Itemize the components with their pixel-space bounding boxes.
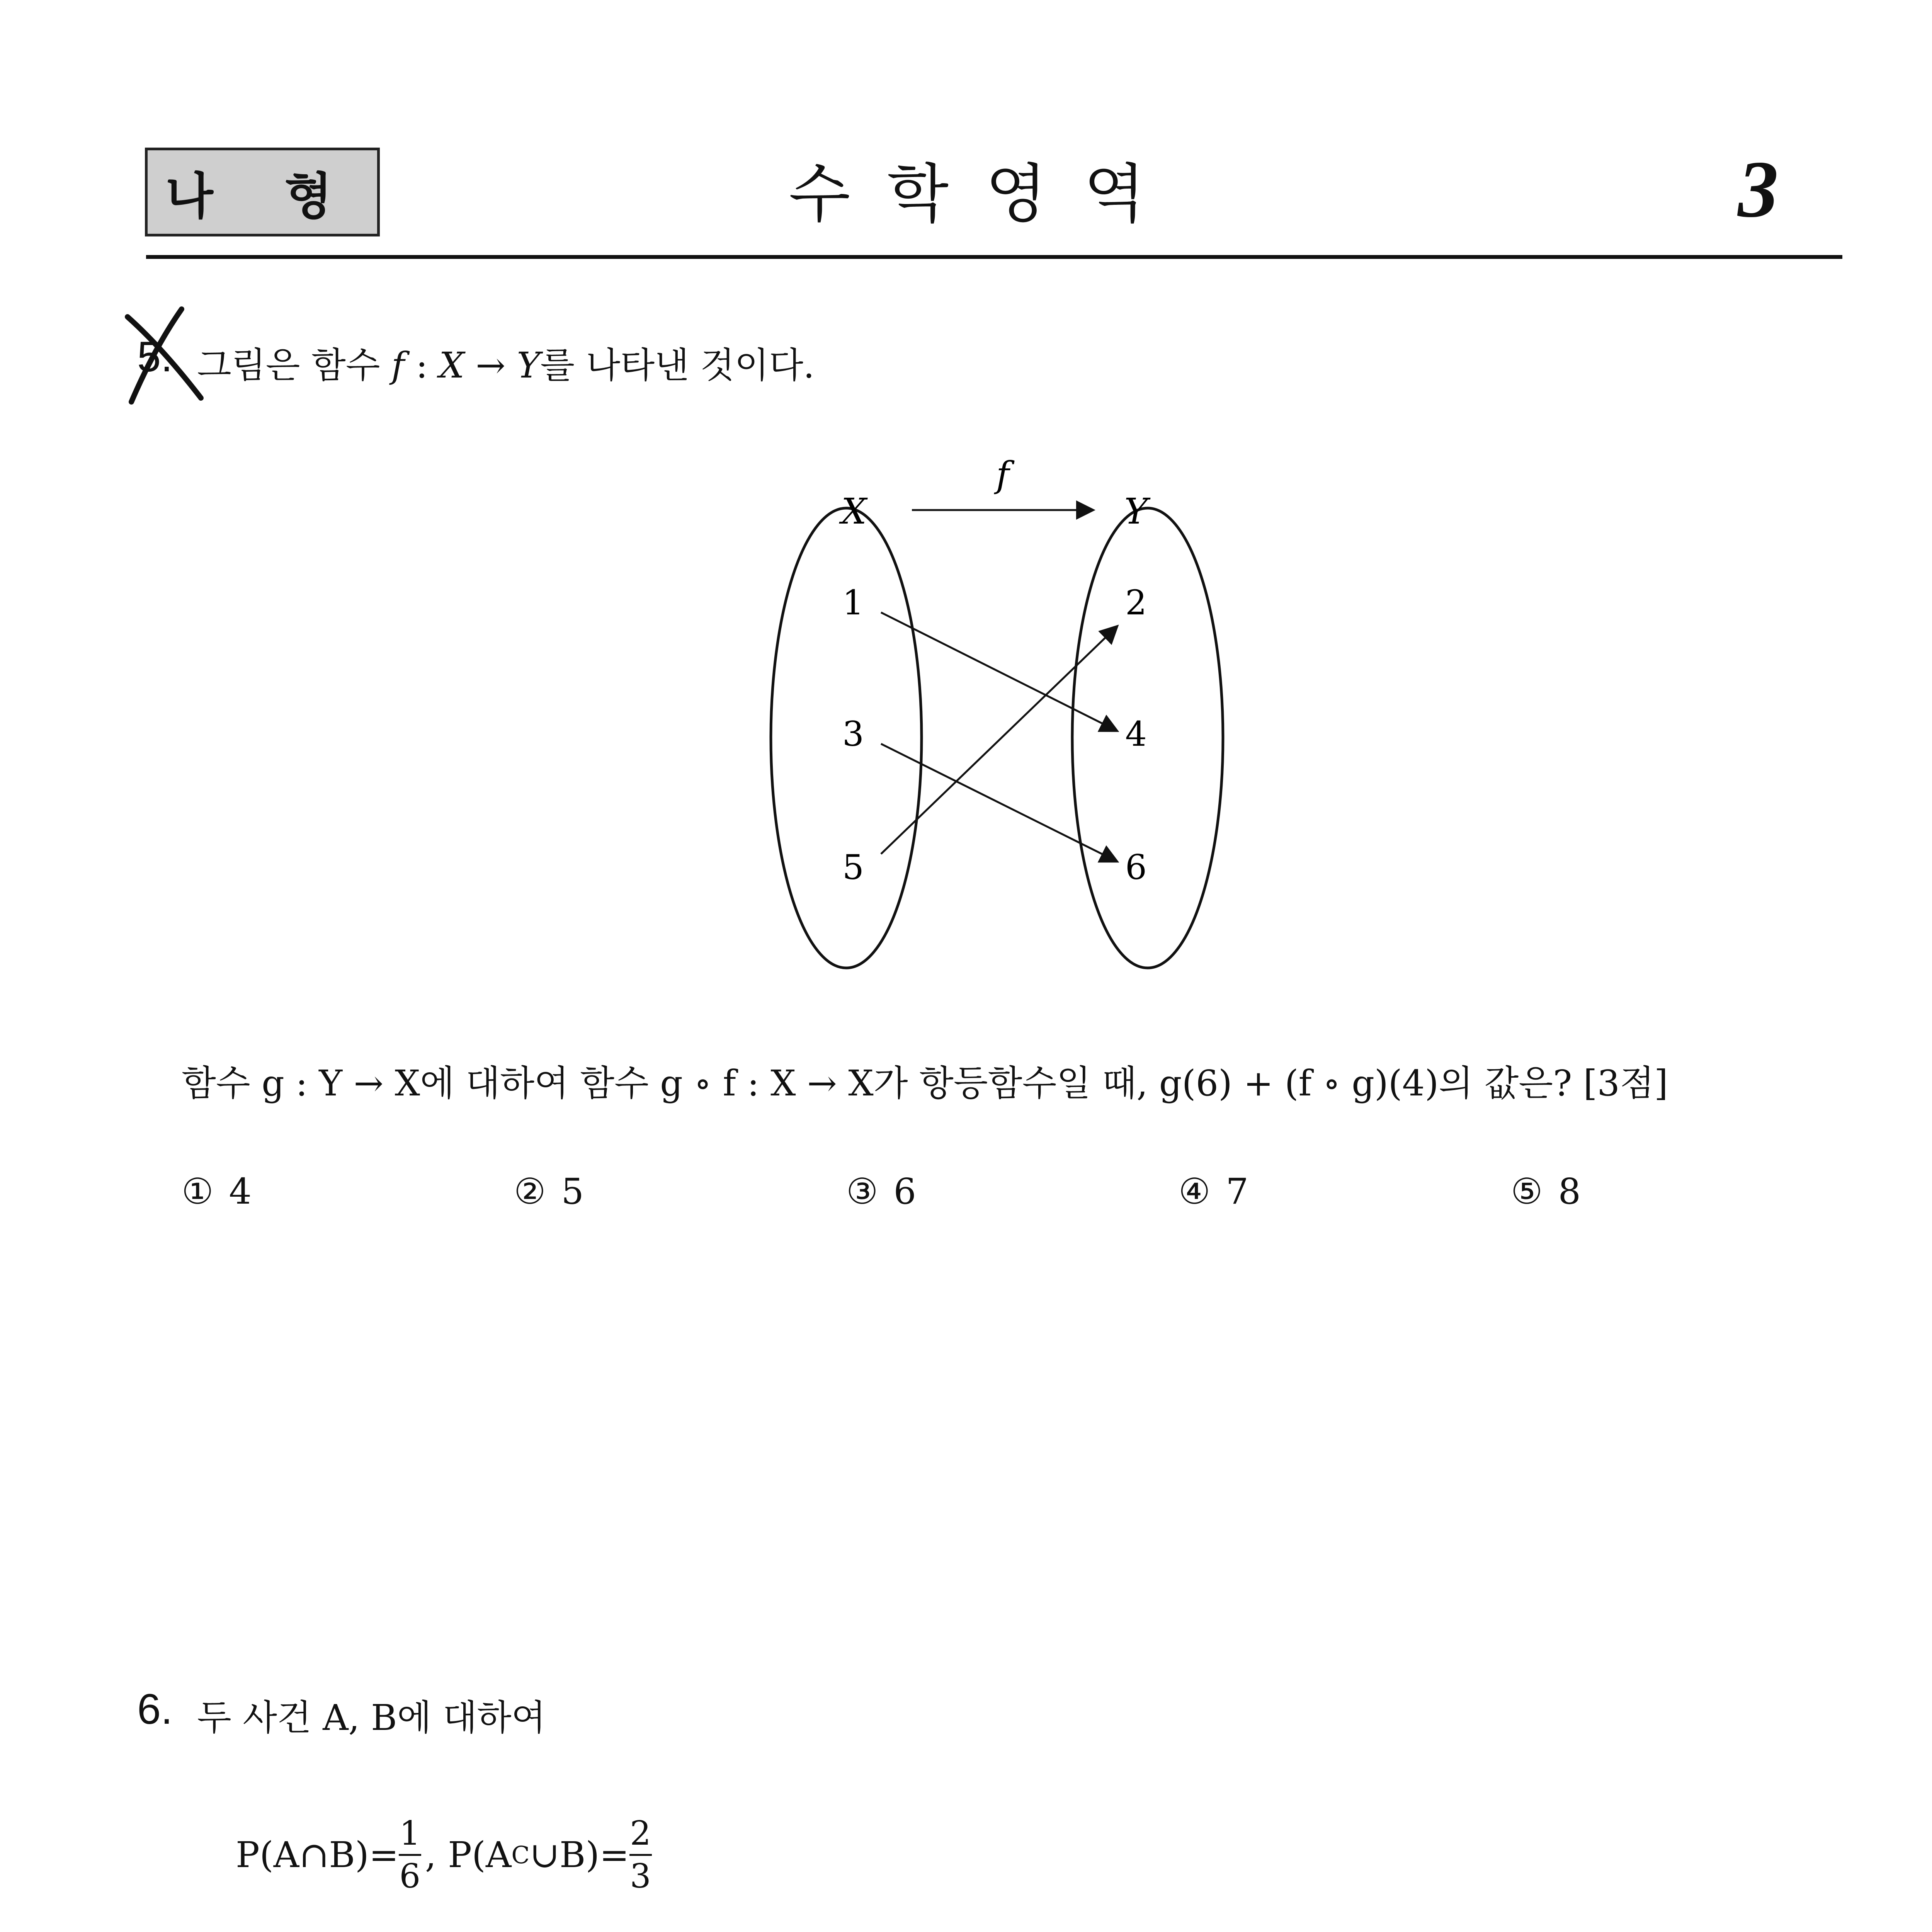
q5-statement-part: Y (517, 345, 541, 386)
fraction-numerator: 2 (630, 1814, 651, 1853)
question-6-intro: 두 사건 A, B에 대하여 (197, 1697, 546, 1738)
codomain-element: 4 (1125, 714, 1147, 754)
answer-choice[interactable] (846, 1171, 1179, 1212)
choice-value: 6 (893, 1171, 917, 1212)
domain-element: 3 (842, 714, 864, 754)
question-6-number: 6. (137, 1685, 173, 1733)
q5-statement-part: 를 나타낸 것이다. (540, 345, 815, 386)
fraction-numerator: 1 (399, 1814, 421, 1853)
domain-element: 5 (842, 847, 864, 887)
answer-choice[interactable] (514, 1171, 846, 1212)
answer-choice[interactable] (1511, 1171, 1843, 1212)
q5-statement-part: f (391, 345, 405, 386)
choice-mark: ⑤ (1511, 1171, 1543, 1212)
answer-choice[interactable] (182, 1171, 514, 1212)
codomain-element: 6 (1125, 847, 1147, 887)
given-prob-2-suffix: ∪B)= (529, 1834, 629, 1876)
choice-mark: ④ (1179, 1171, 1211, 1212)
fraction-bar (399, 1854, 421, 1856)
choice-value: 5 (561, 1171, 584, 1212)
header-divider (146, 255, 1842, 259)
q5-statement-part: : (404, 345, 439, 386)
given-prob-1-prefix: P(A∩B)= (236, 1834, 399, 1876)
fraction-bar (629, 1854, 652, 1856)
choice-mark: ① (182, 1171, 214, 1212)
answer-choice[interactable] (1179, 1171, 1511, 1212)
question-5-statement (197, 337, 815, 388)
given-separator: , (425, 1834, 437, 1876)
choice-mark: ② (514, 1171, 546, 1212)
fraction (629, 1816, 652, 1894)
q5-statement-part: 그림은 함수 (197, 345, 391, 386)
choice-value: 8 (1558, 1171, 1581, 1212)
q5-statement-part: X (439, 345, 464, 386)
exam-type-label: 나 형 (165, 168, 359, 225)
codomain-element: 2 (1125, 583, 1147, 622)
question-5-choices (182, 1171, 1843, 1212)
question-5-number: 5. (137, 333, 173, 381)
choice-value: 4 (229, 1171, 252, 1212)
page-title: 수학영역 (789, 157, 1182, 231)
page-number: 3 (1738, 145, 1779, 234)
domain-element: 1 (842, 583, 864, 622)
given-prob-2-prefix: P(A (448, 1834, 512, 1876)
choice-value: 7 (1226, 1171, 1249, 1212)
domain-label: X (841, 491, 867, 532)
codomain-set-ellipse (1072, 508, 1223, 968)
function-mapping-diagram (765, 437, 1252, 978)
complement-superscript: C (511, 1841, 530, 1869)
choice-mark: ③ (846, 1171, 878, 1212)
mapping-arrow-3-to-6 (881, 744, 1117, 862)
function-label: f (996, 454, 1010, 495)
question-5-text: 함수 g : Y → X에 대하여 함수 g ∘ f : X → X가 항등함수일 때, g(6) + (f ∘ g)(4)의 값은? [3점] (182, 1063, 1668, 1104)
fraction-denominator: 6 (399, 1857, 421, 1896)
exam-type-box (145, 148, 380, 236)
q5-statement-part: → (464, 345, 517, 386)
fraction-denominator: 3 (630, 1857, 651, 1896)
codomain-label: Y (1124, 491, 1148, 532)
fraction (399, 1816, 421, 1894)
question-6-given (236, 1816, 652, 1894)
